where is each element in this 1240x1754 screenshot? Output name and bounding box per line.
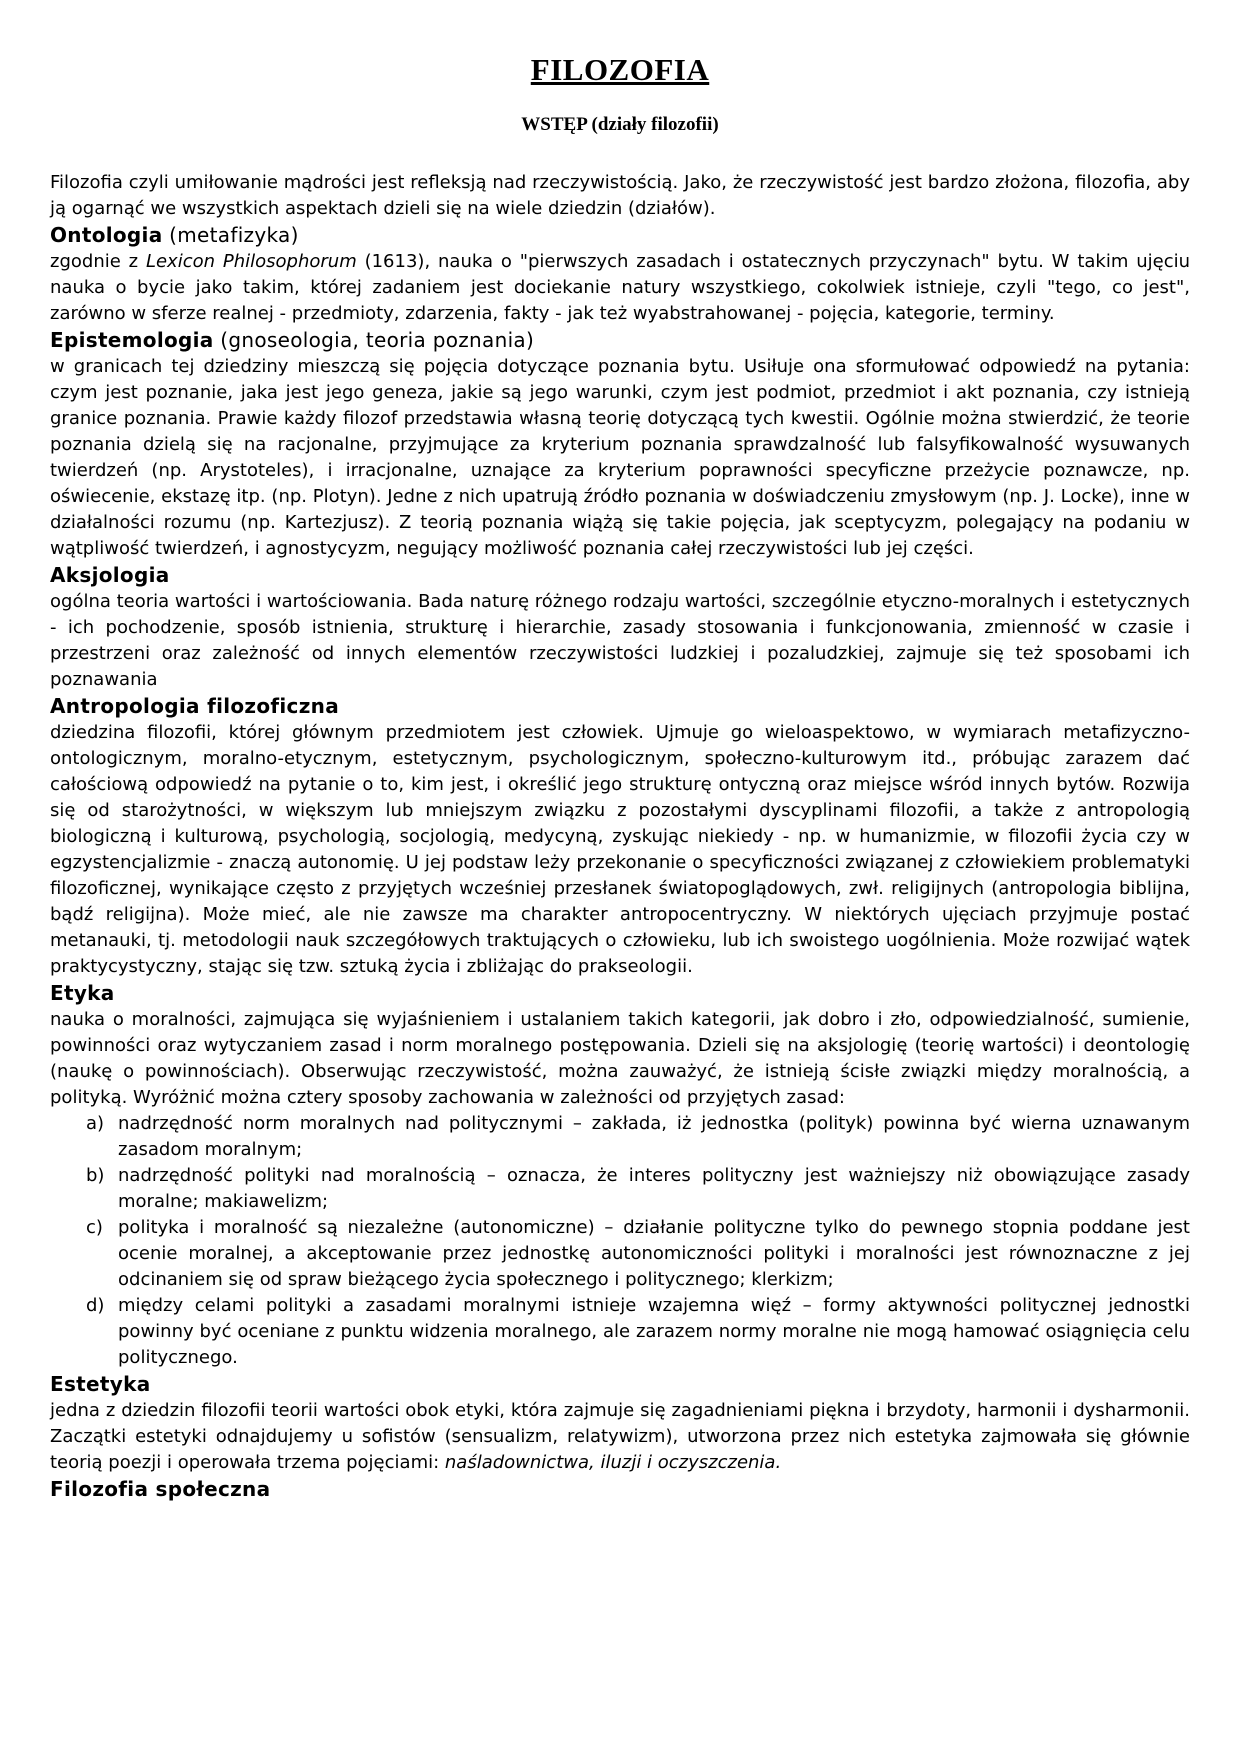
body-italic-text: naśladownictwa, iluzji i oczyszczenia. xyxy=(444,1452,782,1473)
section-body-aksjologia: ogólna teoria wartości i wartościowania. Bada naturę różnego rodzaju wartości, szczególnie etyczno-moralnych i estetycznych - ich pochodzenie, sposób istnienia, strukturę i hierarchie, zasady stosowania i funkcjonowania, zmienność w czasie i przestrzeni oraz zależność od innych elementów rzeczywistości ludzkiej i pozaludzkiej, zajmuje się też sposobami ich poznawania xyxy=(50,591,1190,690)
page-title: FILOZOFIA xyxy=(530,52,710,87)
heading-subtext: (metafizyka) xyxy=(162,223,299,247)
list-marker: c) xyxy=(86,1217,103,1238)
list-item-c xyxy=(50,1215,1190,1293)
section-body-estetyka xyxy=(50,1398,1190,1476)
section-heading-antropologia xyxy=(50,693,1190,720)
section-body-ontologia xyxy=(50,249,1190,327)
body-text: jedna z dziedzin filozofii teorii wartości obok etyki, która zajmuje się zagadnieniami piękna i brzydoty, harmonii i dysharmonii. Zaczątki estetyki odnajdujemy u sofistów (sensualizm, relatywizm), utworzona przez nich estetyka zajmowała się głównie teorią poezji i operowała trzema pojęciami: xyxy=(50,1400,1190,1473)
page-subtitle: WSTĘP (działy filozofii) xyxy=(521,114,719,135)
heading-text: Filozofia społeczna xyxy=(50,1477,271,1501)
list-text: między celami polityki a zasadami moralnymi istnieje wzajemna więź – formy aktywności politycznej jednostki powinny być oceniane z punktu widzenia moralnego, ale zarazem normy moralne nie mogą hamować osiągnięcia celu politycznego. xyxy=(118,1295,1190,1368)
intro-paragraph: Filozofia czyli umiłowanie mądrości jest refleksją nad rzeczywistością. Jako, że rzeczywistość jest bardzo złożona, filozofia, aby ją ogarnąć we wszystkich aspektach dzieli się na wiele dziedzin (działów). xyxy=(50,172,1190,219)
heading-text: Epistemologia xyxy=(50,328,214,352)
heading-text: Etyka xyxy=(50,981,115,1005)
list-text: polityka i moralność są niezależne (autonomiczne) – działanie polityczne tylko do pewnego stopnia poddane jest ocenie moralnej, a akceptowanie przez jednostkę autonomiczności polityki i moralności jest równoznaczne z jej odcinaniem się od spraw bieżącego życia społecznego i politycznego; klerkizm; xyxy=(118,1217,1190,1290)
heading-text: Estetyka xyxy=(50,1372,151,1396)
etyka-list xyxy=(50,1111,1190,1371)
section-heading-estetyka xyxy=(50,1371,1190,1398)
list-item-b xyxy=(50,1163,1190,1215)
section-body-antropologia: dziedzina filozofii, której głównym przedmiotem jest człowiek. Ujmuje go wieloaspektowo, w wymiarach metafizyczno-ontologicznym, moralno-etycznym, estetycznym, psychologicznym, społeczno-kulturowym itd., próbując zarazem dać całościową odpowiedź na pytanie o to, kim jest, i określić jego strukturę ontyczną oraz miejsce wśród innych bytów. Rozwija się od starożytności, w większym lub mniejszym związku z pozostałymi dyscyplinami filozofii, a także z antropologią biologiczną i kulturową, psychologią, socjologią, medycyną, zyskując niekiedy - np. w humanizmie, w filozofii życia czy w egzystencjalizmie - znaczą autonomię. U jej podstaw leży przekonanie o specyficzności związanej z człowiekiem problematyki filozoficznej, wynikające często z przyjętych wcześniej przesłanek światopoglądowych, zwł. religijnych (antropologia biblijna, bądź religijna). Może mieć, ale nie zawsze ma charakter antropocentryczny. W niektórych ujęciach przyjmuje postać metanauki, tj. metodologii nauk szczegółowych traktujących o człowieku, lub ich swoistego uogólnienia. Może rozwijać wątek praktycystyczny, stając się tzw. sztuką życia i zbliżając do prakseologii. xyxy=(50,722,1190,977)
section-body-etyka: nauka o moralności, zajmująca się wyjaśnieniem i ustalaniem takich kategorii, jak dobro i zło, odpowiedzialność, sumienie, powinności oraz wytyczaniem zasad i norm moralnego postępowania. Dzieli się na aksjologię (teorię wartości) i deontologię (naukę o powinnościach). Obserwując rzeczywistość, można zauważyć, że istnieją ścisłe związki między moralnością, a polityką. Wyróżnić można cztery sposoby zachowania w zależności od przyjętych zasad: xyxy=(50,1009,1190,1108)
list-text: nadrzędność polityki nad moralnością – oznacza, że interes polityczny jest ważniejszy niż obowiązujące zasady moralne; makiawelizm; xyxy=(118,1165,1190,1212)
list-marker: b) xyxy=(86,1165,105,1186)
body-italic-text: Lexicon Philosophorum xyxy=(145,251,357,272)
section-heading-ontologia xyxy=(50,222,1190,249)
section-body-epistemologia: w granicach tej dziedziny mieszczą się pojęcia dotyczące poznania bytu. Usiłuje ona sformułować odpowiedź na pytania: czym jest poznanie, jaka jest jego geneza, jakie są jego warunki, czym jest podmiot, przedmiot i akt poznania, czy istnieją granice poznania. Prawie każdy filozof przedstawia własną teorię dotyczącą tych kwestii. Ogólnie można stwierdzić, że teorie poznania dzielą się na racjonalne, przyjmujące za kryterium poznania sprawdzalność lub falsyfikowalność wysuwanych twierdzeń (np. Arystoteles), i irracjonalne, uznające za kryterium poprawności specyficzne przeżycie poznawcze, np. oświecenie, ekstazę itp. (np. Plotyn). Jedne z nich upatrują źródło poznania w doświadczeniu zmysłowym (np. J. Locke), inne w działalności rozumu (np. Kartezjusz). Z teorią poznania wiążą się takie pojęcia, jak sceptycyzm, polegający na podaniu w wątpliwość twierdzeń, i agnostycyzm, negujący możliwość poznania całej rzeczywistości lub jej części. xyxy=(50,356,1190,559)
section-heading-etyka xyxy=(50,980,1190,1007)
body-text: zgodnie z xyxy=(50,251,146,272)
body-text: (1613), nauka o "pierwszych zasadach i ostatecznych przyczynach" bytu. W takim ujęciu nauka o bycie jako takim, której zadaniem jest dociekanie natury wszystkiego, cokolwiek istnieje, czyli "tego, co jest", zarówno w sferze realnej - przedmioty, zdarzenia, fakty - jak też wyabstrahowanej - pojęcia, kategorie, terminy. xyxy=(50,251,1191,324)
heading-text: Aksjologia xyxy=(50,563,170,587)
list-marker: d) xyxy=(86,1295,105,1316)
section-heading-aksjologia xyxy=(50,562,1190,589)
section-heading-epistemologia xyxy=(50,327,1190,354)
heading-subtext: (gnoseologia, teoria poznania) xyxy=(213,328,535,352)
heading-text: Ontologia xyxy=(50,223,163,247)
list-item-d xyxy=(50,1293,1190,1371)
heading-text: Antropologia filozoficzna xyxy=(50,694,339,718)
list-marker: a) xyxy=(86,1113,105,1134)
section-heading-filozofia-spoleczna xyxy=(50,1476,1190,1503)
list-text: nadrzędność norm moralnych nad politycznymi – zakłada, iż jednostka (polityk) powinna być wierna uznawanym zasadom moralnym; xyxy=(118,1113,1190,1160)
list-item-a xyxy=(50,1111,1190,1163)
